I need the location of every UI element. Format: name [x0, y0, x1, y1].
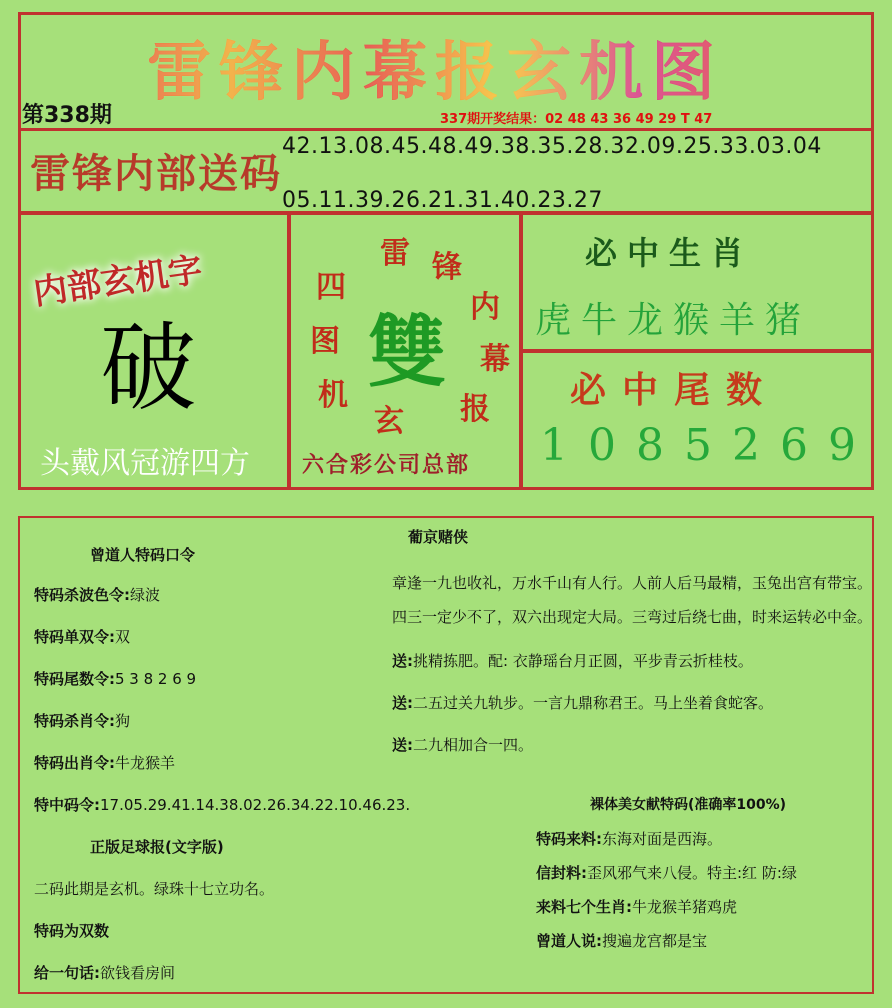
zeng-row [536, 930, 707, 951]
seven-row [536, 896, 737, 917]
ring-char: 锋 [432, 250, 462, 285]
ring-char: 幕 [480, 342, 510, 377]
left-row [34, 626, 130, 647]
inner-code-label: 雷锋内部送码 [30, 150, 282, 197]
secret-char-title: 内部玄机字 [30, 249, 205, 314]
row-value: 双 [115, 628, 131, 646]
hint-text: 欲钱看房间 [100, 964, 176, 982]
parity-text: 特码为双数 [34, 922, 110, 940]
envelope-text: 歪风邪气来八侵。特主:红 防:绿 [587, 864, 797, 882]
send-text: 二九相加合一四。 [413, 736, 534, 754]
send-row-1 [392, 650, 753, 671]
poem-line-1: 章逢一九也收礼，万水千山有人行。人前人后马最精，玉兔出宫有带宝。 [392, 574, 873, 592]
zeng-heading: 曾道人特码口令 [90, 546, 196, 564]
send-label: 送: [392, 736, 413, 754]
company-label: 六合彩公司总部 [302, 452, 471, 478]
row-value: 牛龙猴羊 [115, 754, 176, 772]
send-text: 二五过关九轨步。一言九鼎称君王。马上坐着食蛇客。 [413, 694, 774, 712]
tail-numbers: 1085269 [540, 420, 876, 471]
zodiac-title: 必中生肖 [585, 234, 754, 272]
send-text: 挑精拣肥。配: 衣静瑶台月正圆，平步青云折桂枝。 [413, 652, 753, 670]
left-row [34, 752, 175, 773]
zodiac-list: 虎牛龙猴羊猪 [535, 300, 812, 341]
source-row [536, 828, 722, 849]
ring-char: 玄 [374, 404, 404, 439]
left-row [34, 584, 160, 605]
nude-heading: 裸体美女献特码(准确率100%) [590, 797, 787, 813]
hint-label: 给一句话: [34, 964, 100, 982]
send-label: 送: [392, 652, 413, 670]
ring-char: 四 [316, 270, 346, 305]
ring-char: 图 [310, 324, 340, 359]
source-text: 东海对面是西海。 [602, 830, 723, 848]
ring-char: 机 [318, 378, 348, 413]
code-line-1: 42.13.08.45.48.49.38.35.28.32.09.25.33.03.04 [282, 134, 822, 159]
send-row-2 [392, 692, 773, 713]
row-label: 特码出肖令: [34, 754, 115, 772]
left-row [34, 668, 196, 689]
parity-line [34, 920, 109, 941]
ring-char: 雷 [380, 236, 410, 271]
page-title: 雷锋内幕报玄机图 [95, 22, 775, 112]
secret-char: 破 [100, 312, 196, 424]
seven-text: 牛龙猴羊猪鸡虎 [632, 898, 738, 916]
send-label: 送: [392, 694, 413, 712]
row-value: 狗 [115, 712, 131, 730]
left-row [34, 710, 130, 731]
hit-code: 17.05.29.41.14.38.02.26.34.22.10.46.23. [100, 796, 411, 814]
football-line: 二码此期是玄机。绿珠十七立功名。 [34, 880, 275, 898]
tail-title: 必中尾数 [570, 369, 779, 411]
zeng-text: 搜遍龙宫都是宝 [602, 932, 708, 950]
row-value: 5 3 8 2 6 9 [115, 670, 197, 688]
row-label: 特码杀肖令: [34, 712, 115, 730]
ring-char: 报 [460, 392, 490, 427]
send-row-3 [392, 734, 533, 755]
row-label: 特码杀波色令: [34, 586, 130, 604]
row-value: 绿波 [130, 586, 161, 604]
hint-row [34, 962, 175, 983]
pujing-heading: 葡京赌侠 [408, 528, 469, 546]
issue-number: 第338期 [22, 103, 112, 128]
zeng-label: 曾道人说: [536, 932, 602, 950]
center-char: 雙 [368, 307, 447, 398]
code-line-2: 05.11.39.26.21.31.40.23.27 [282, 188, 603, 213]
football-heading: 正版足球报(文字版) [90, 838, 224, 856]
secret-phrase: 头戴风冠游四方 [40, 446, 250, 481]
hit-code-label: 特中码令: [34, 796, 100, 814]
row-label: 特码尾数令: [34, 670, 115, 688]
hit-code-row [34, 794, 410, 815]
envelope-label: 信封料: [536, 864, 587, 882]
seven-label: 来料七个生肖: [536, 898, 632, 916]
ring-char: 内 [470, 290, 500, 325]
source-label: 特码来料: [536, 830, 602, 848]
previous-result: 337期开奖结果：02 48 43 36 49 29 T 47 [440, 112, 713, 127]
envelope-row [536, 862, 797, 883]
row-label: 特码单双令: [34, 628, 115, 646]
poem-line-2: 四三一定少不了，双六出现定大局。三弯过后绕七曲，时来运转必中金。 [392, 608, 873, 626]
